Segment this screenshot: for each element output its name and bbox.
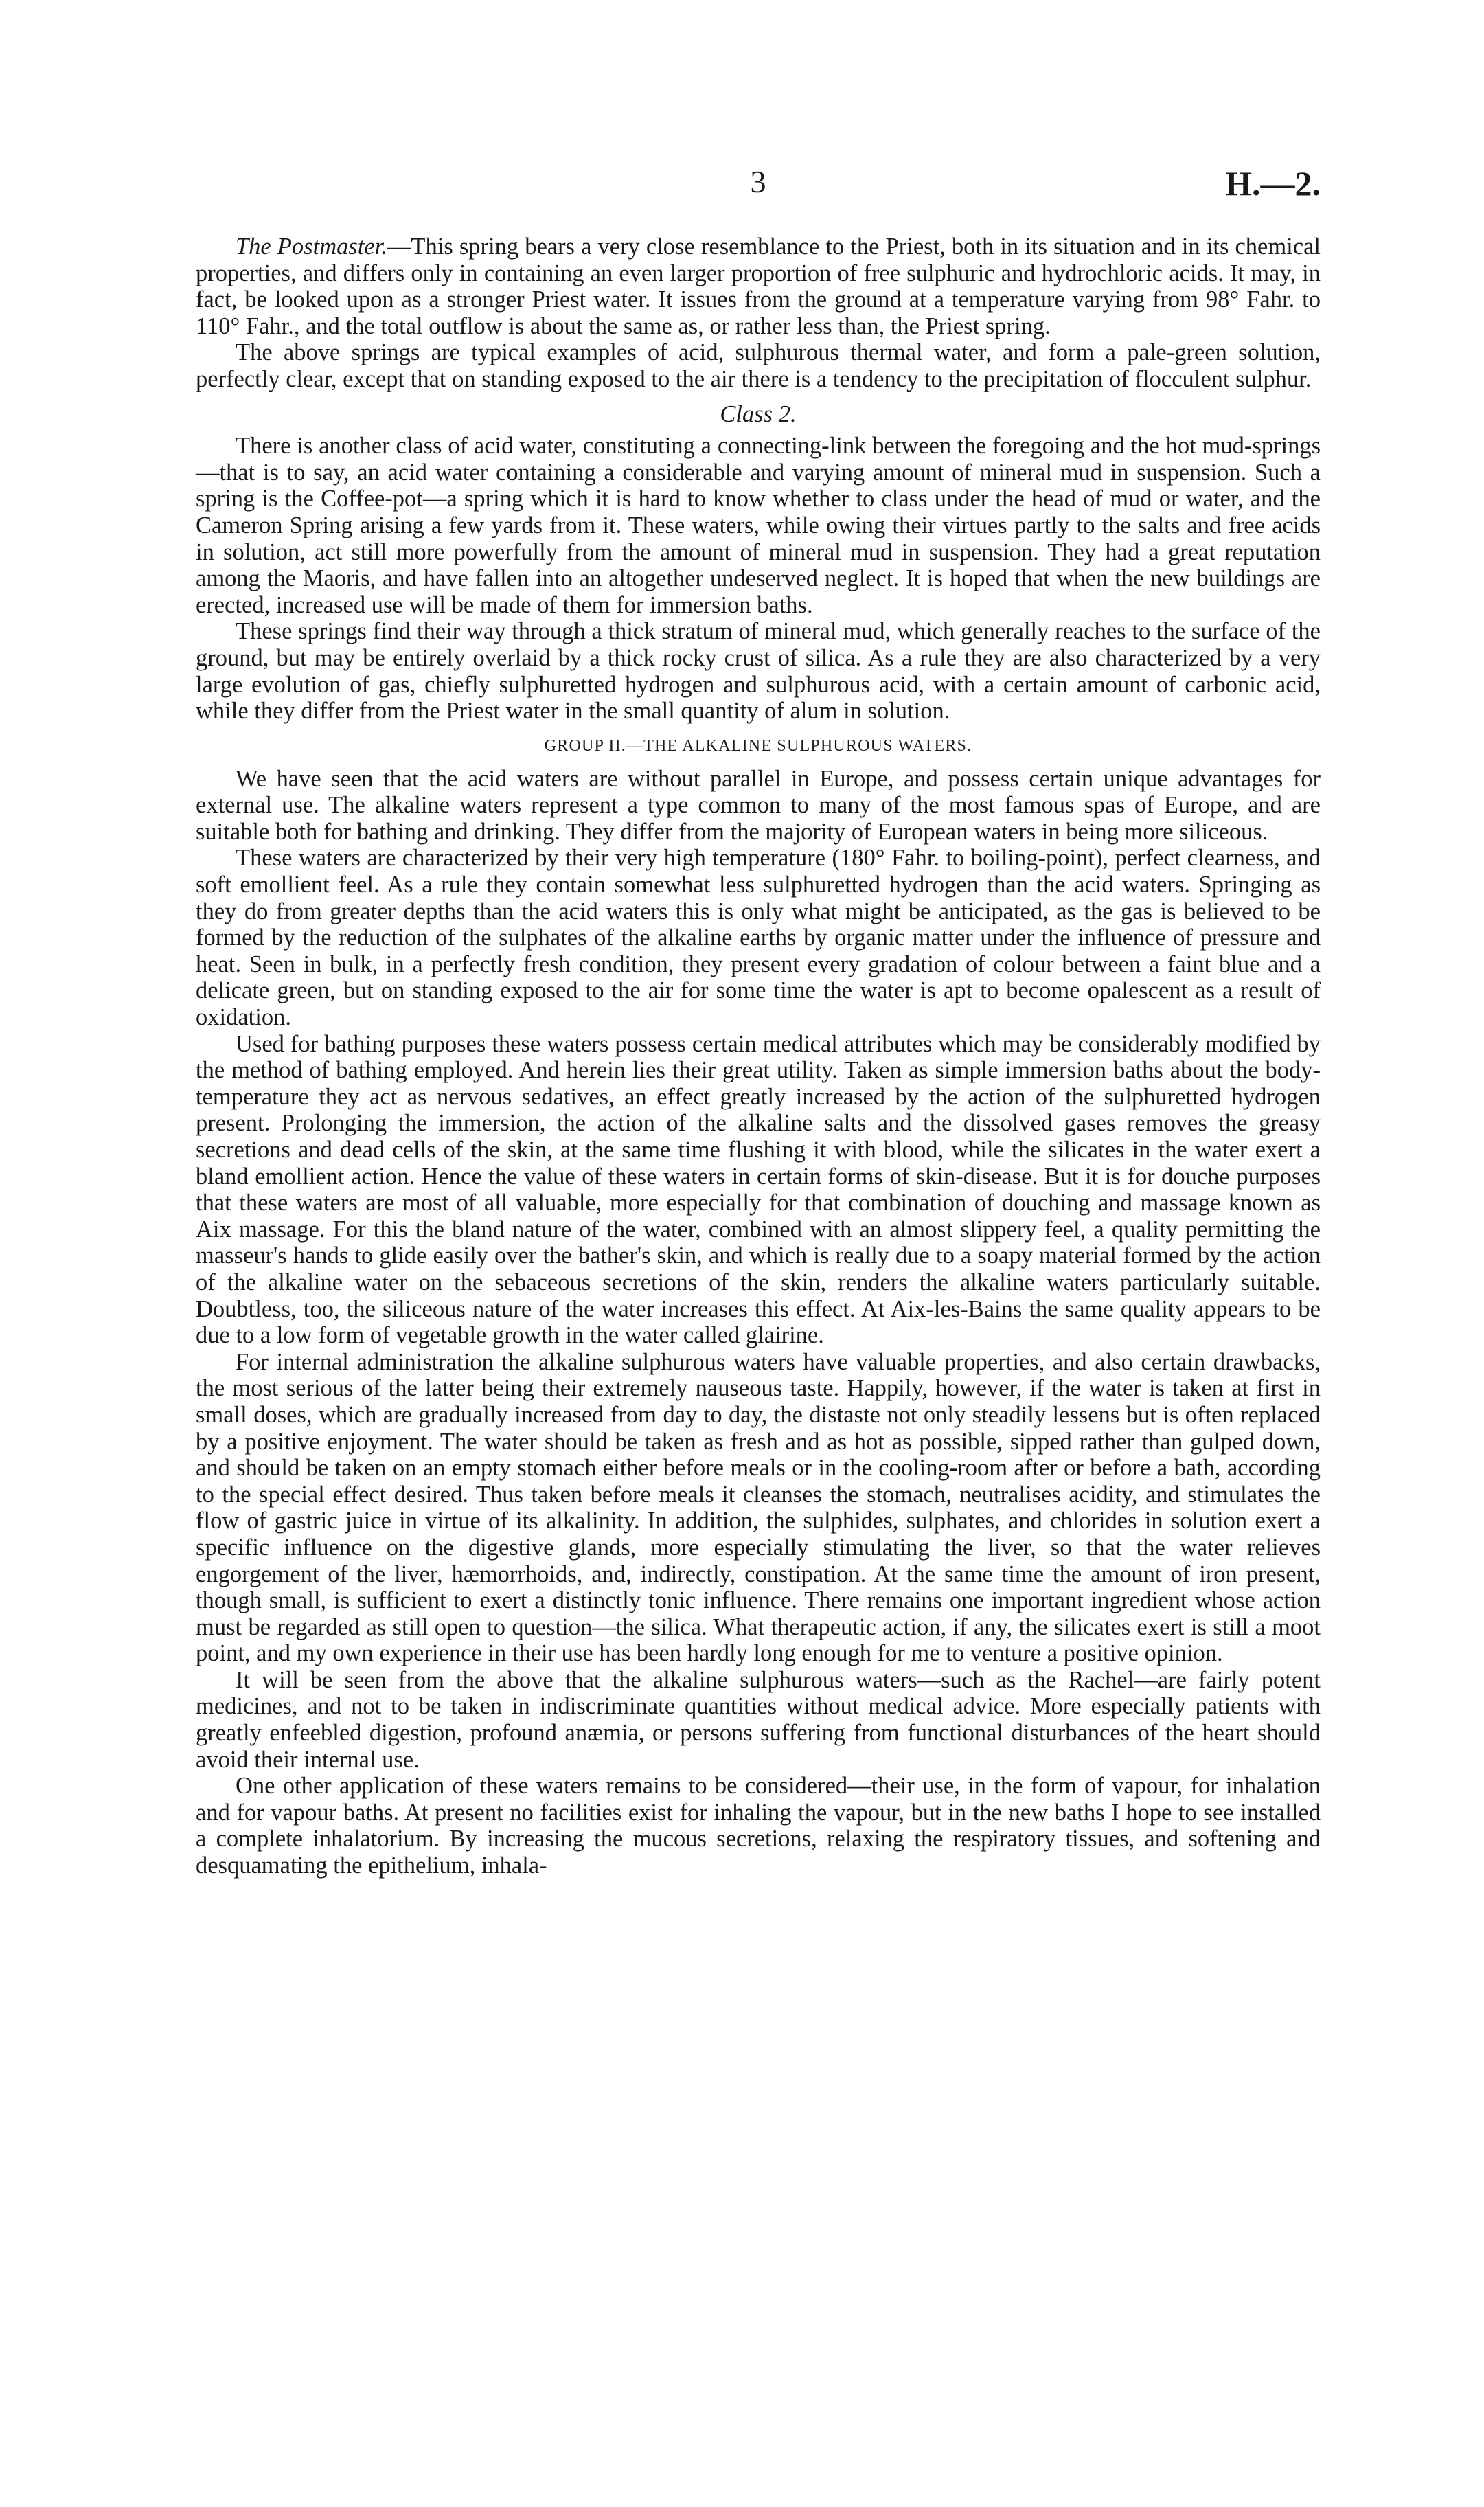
page-number: 3 — [750, 164, 766, 199]
paragraph-group2-vapour: One other application of these waters remains to be considered—their use, in the form of vapour, for inhalation and for vapour baths. At present no facilities exist for inhaling the vapour, but in the new baths I hope to see installed a complete inhalatorium. By increasing the mucous secretions, relaxing the respiratory tissues, and softening and desquamating the epithelium, inhala- — [196, 1773, 1321, 1879]
paragraph-group2-bathing: Used for bathing purposes these waters possess certain medical attributes which may be considerably modified by the method of bathing employed. And herein lies their great utility. Taken as simple immersion baths about the body-temperature they act as nervous sedatives, an effect greatly increased by the action of the sulphuretted hydrogen present. Prolonging the immersion, the action of the alkaline salts and the dissolved gases removes the greasy secretions and dead cells of the skin, at the same time flushing it with blood, while the silicates in the water exert a bland emollient action. Hence the value of these waters in certain forms of skin-disease. But it is for douche purposes that these waters are most of all valuable, more especially for that combination of douching and massage known as Aix massage. For this the bland nature of the water, combined with an almost slippery feel, a quality permitting the masseur's hands to glide easily over the bather's skin, and which is really due to a soapy material formed by the action of the alkaline water on the sebaceous secretions of the skin, renders the alkaline waters particularly suitable. Doubtless, too, the siliceous nature of the water increases this effect. At Aix-les-Bains the same quality appears to be due to a low form of vegetable growth in the water called glairine. — [196, 1030, 1321, 1349]
group-2-heading: GROUP II.—THE ALKALINE SULPHUROUS WATERS. — [544, 736, 972, 755]
postmaster-text: —This spring bears a very close resemblance to the Priest, both in its situation and in its chemical properties, and differs only in containing an even larger proportion of free sulphuric and hydrochloric acids. It may, in fact, be looked upon as a stronger Priest water. It issues from the ground at a temperature varying from 98° Fahr. to 110° Fahr., and the total outflow is about the same as, or rather less than, the Priest spring. — [196, 234, 1321, 339]
paragraph-postmaster — [196, 234, 1321, 339]
paragraph-group2-caution: It will be seen from the above that the alkaline sulphurous waters—such as the Rachel—are fairly potent medicines, and not to be taken in indiscriminate quantities without medical advice. More especially patients with greatly enfeebled digestion, profound anæmia, or persons suffering from functional disturbances of the heart should avoid their internal use. — [196, 1666, 1321, 1773]
paragraph-group2-intro: We have seen that the acid waters are without parallel in Europe, and possess certain unique advantages for external use. The alkaline waters represent a type common to many of the most famous spas of Europe, and are suitable both for bathing and drinking. They differ from the majority of European waters in being more siliceous. — [196, 765, 1321, 845]
paragraph-typical-examples: The above springs are typical examples of acid, sulphurous thermal water, and form a pale-green solution, perfectly clear, except that on standing exposed to the air there is a tendency to the precipitation of flocculent sulphur. — [196, 339, 1321, 392]
page-header — [196, 163, 1321, 212]
paragraph-group2-characteristics: These waters are characterized by their very high temperature (180° Fahr. to boiling-point), perfect clearness, and soft emollient feel. As a rule they contain somewhat less sulphuretted hydrogen than the acid waters. Springing as they do from greater depths than the acid waters this is only what might be anticipated, as the gas is believed to be formed by the reduction of the sulphates of the alkaline earths by organic matter under the influence of pressure and heat. Seen in bulk, in a perfectly fresh condition, they present every gradation of colour between a faint blue and a delicate green, but on standing exposed to the air for some time the water is apt to become opalescent as a result of oxidation. — [196, 845, 1321, 1031]
paragraph-class2-mud-stratum: These springs find their way through a thick stratum of mineral mud, which generally reaches to the surface of the ground, but may be entirely overlaid by a thick rocky crust of silica. As a rule they are also characterized by a very large evolution of gas, chiefly sulphuretted hydrogen and sulphurous acid, with a certain amount of carbonic acid, while they differ from the Priest water in the small quantity of alum in solution. — [196, 618, 1321, 725]
class-2-heading: Class 2. — [720, 400, 797, 427]
document-reference: H.—2. — [1225, 164, 1321, 203]
page-body — [196, 234, 1321, 1879]
paragraph-group2-internal: For internal administration the alkaline sulphurous waters have valuable properties, and also certain drawbacks, the most serious of the latter being their extremely nauseous taste. Happily, however, if the water is taken at first in small doses, which are gradually increased from day to day, the distaste not only steadily lessens but is often replaced by a positive enjoyment. The water should be taken as fresh and as hot as possible, sipped rather than gulped down, and should be taken on an empty stomach either before meals or in the cooling-room after or before a bath, according to the special effect desired. Thus taken before meals it cleanses the stomach, neutralises acidity, and stimulates the flow of gastric juice in virtue of its alkalinity. In addition, the sulphides, sulphates, and chlorides in solution exert a specific influence on the digestive glands, more especially stimulating the liver, so that the water relieves engorgement of the liver, hæmorrhoids, and, indirectly, constipation. At the same time the amount of iron present, though small, is sufficient to exert a distinctly tonic influence. There remains one important ingredient whose action must be regarded as still open to question—the silica. What therapeutic action, if any, the silicates exert is still a moot point, and my own experience in their use has been hardly long enough for me to venture a positive opinion. — [196, 1348, 1321, 1667]
paragraph-class2-connecting-link: There is another class of acid water, constituting a connecting-link between the foregoing and the hot mud-springs—that is to say, an acid water containing a considerable and varying amount of mineral mud in suspension. Such a spring is the Coffee-pot—a spring which it is hard to know whether to class under the head of mud or water, and the Cameron Spring arising a few yards from it. These waters, while owing their virtues partly to the salts and free acids in solution, act still more powerfully from the amount of mineral mud in suspension. They had a great reputation among the Maoris, and have fallen into an altogether undeserved neglect. It is hoped that when the new buildings are erected, increased use will be made of them for immersion baths. — [196, 433, 1321, 618]
postmaster-runin-title: The Postmaster. — [236, 234, 387, 260]
